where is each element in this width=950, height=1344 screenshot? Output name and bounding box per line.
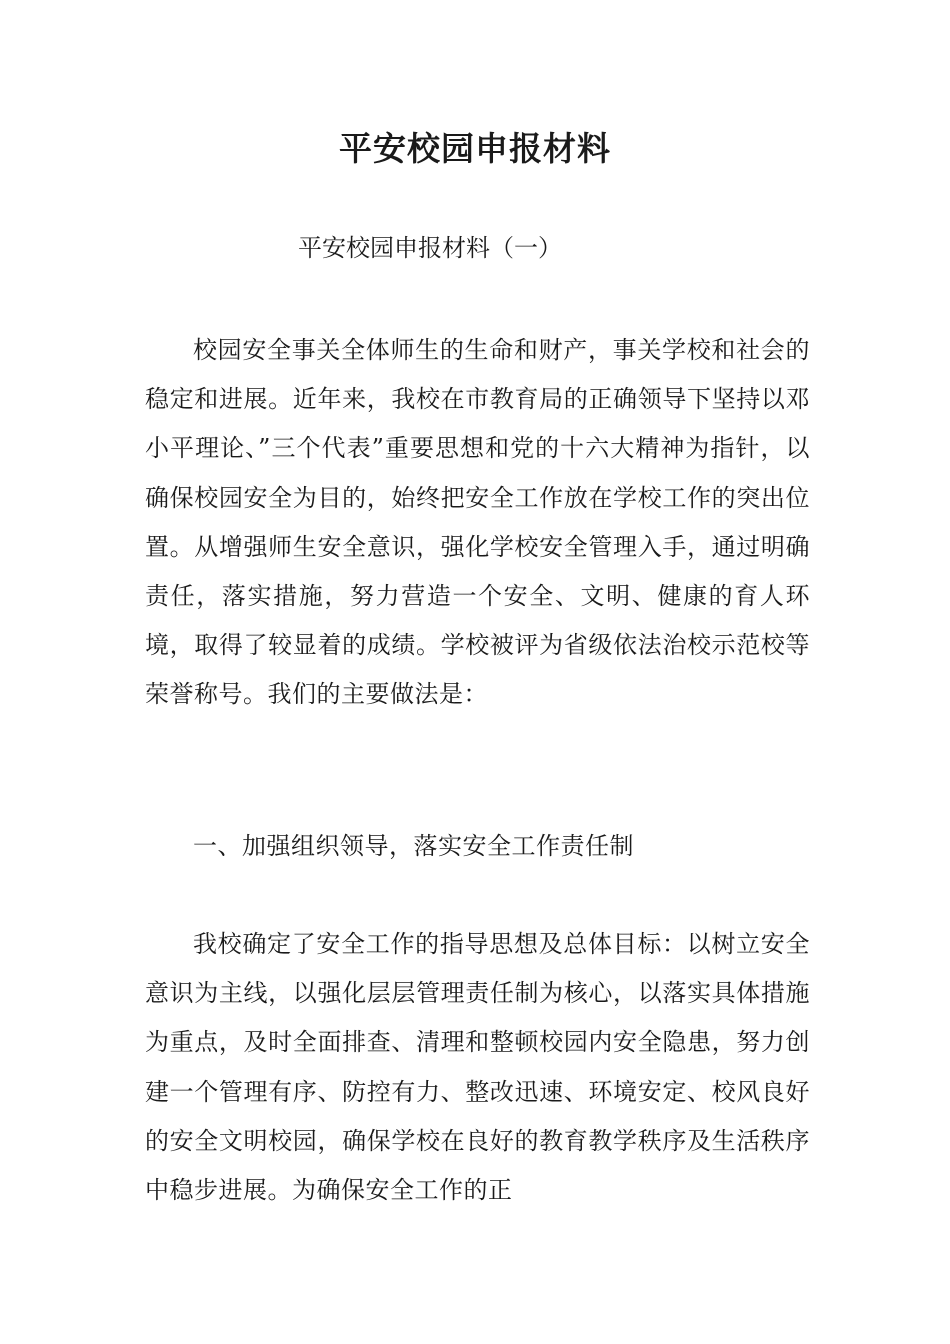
paragraph-intro: 校园安全事关全体师生的生命和财产，事关学校和社会的稳定和进展。近年来，我校在市教育局的正确领导下坚持以邓小平理论、”三个代表”重要思想和党的十六大精神为指针，以确保校园安全为目的，始终把安全工作放在学校工作的突出位置。从增强师生安全意识，强化学校安全管理入手，通过明确责任，落实措施，努力营造一个安全、文明、健康的育人环境，取得了较显着的成绩。学校被评为省级依法治校示范校等荣誉称号。我们的主要做法是： bbox=[145, 336, 810, 709]
paragraph-section-1: 我校确定了安全工作的指导思想及总体目标：以树立安全意识为主线，以强化层层管理责任制为核心，以落实具体措施为重点，及时全面排查、清理和整顿校园内安全隐患，努力创建一个管理有序、防控有力、整改迅速、环境安定、校风良好的安全文明校园，确保学校在良好的教育教学秩序及生活秩序中稳步进展。为确保安全工作的正 bbox=[145, 930, 810, 1205]
section-heading-1: 一、加强组织领导，落实安全工作责任制 bbox=[193, 832, 634, 860]
document-title: 平安校园申报材料 bbox=[339, 129, 611, 168]
document-subtitle: 平安校园申报材料（一） bbox=[298, 234, 562, 262]
